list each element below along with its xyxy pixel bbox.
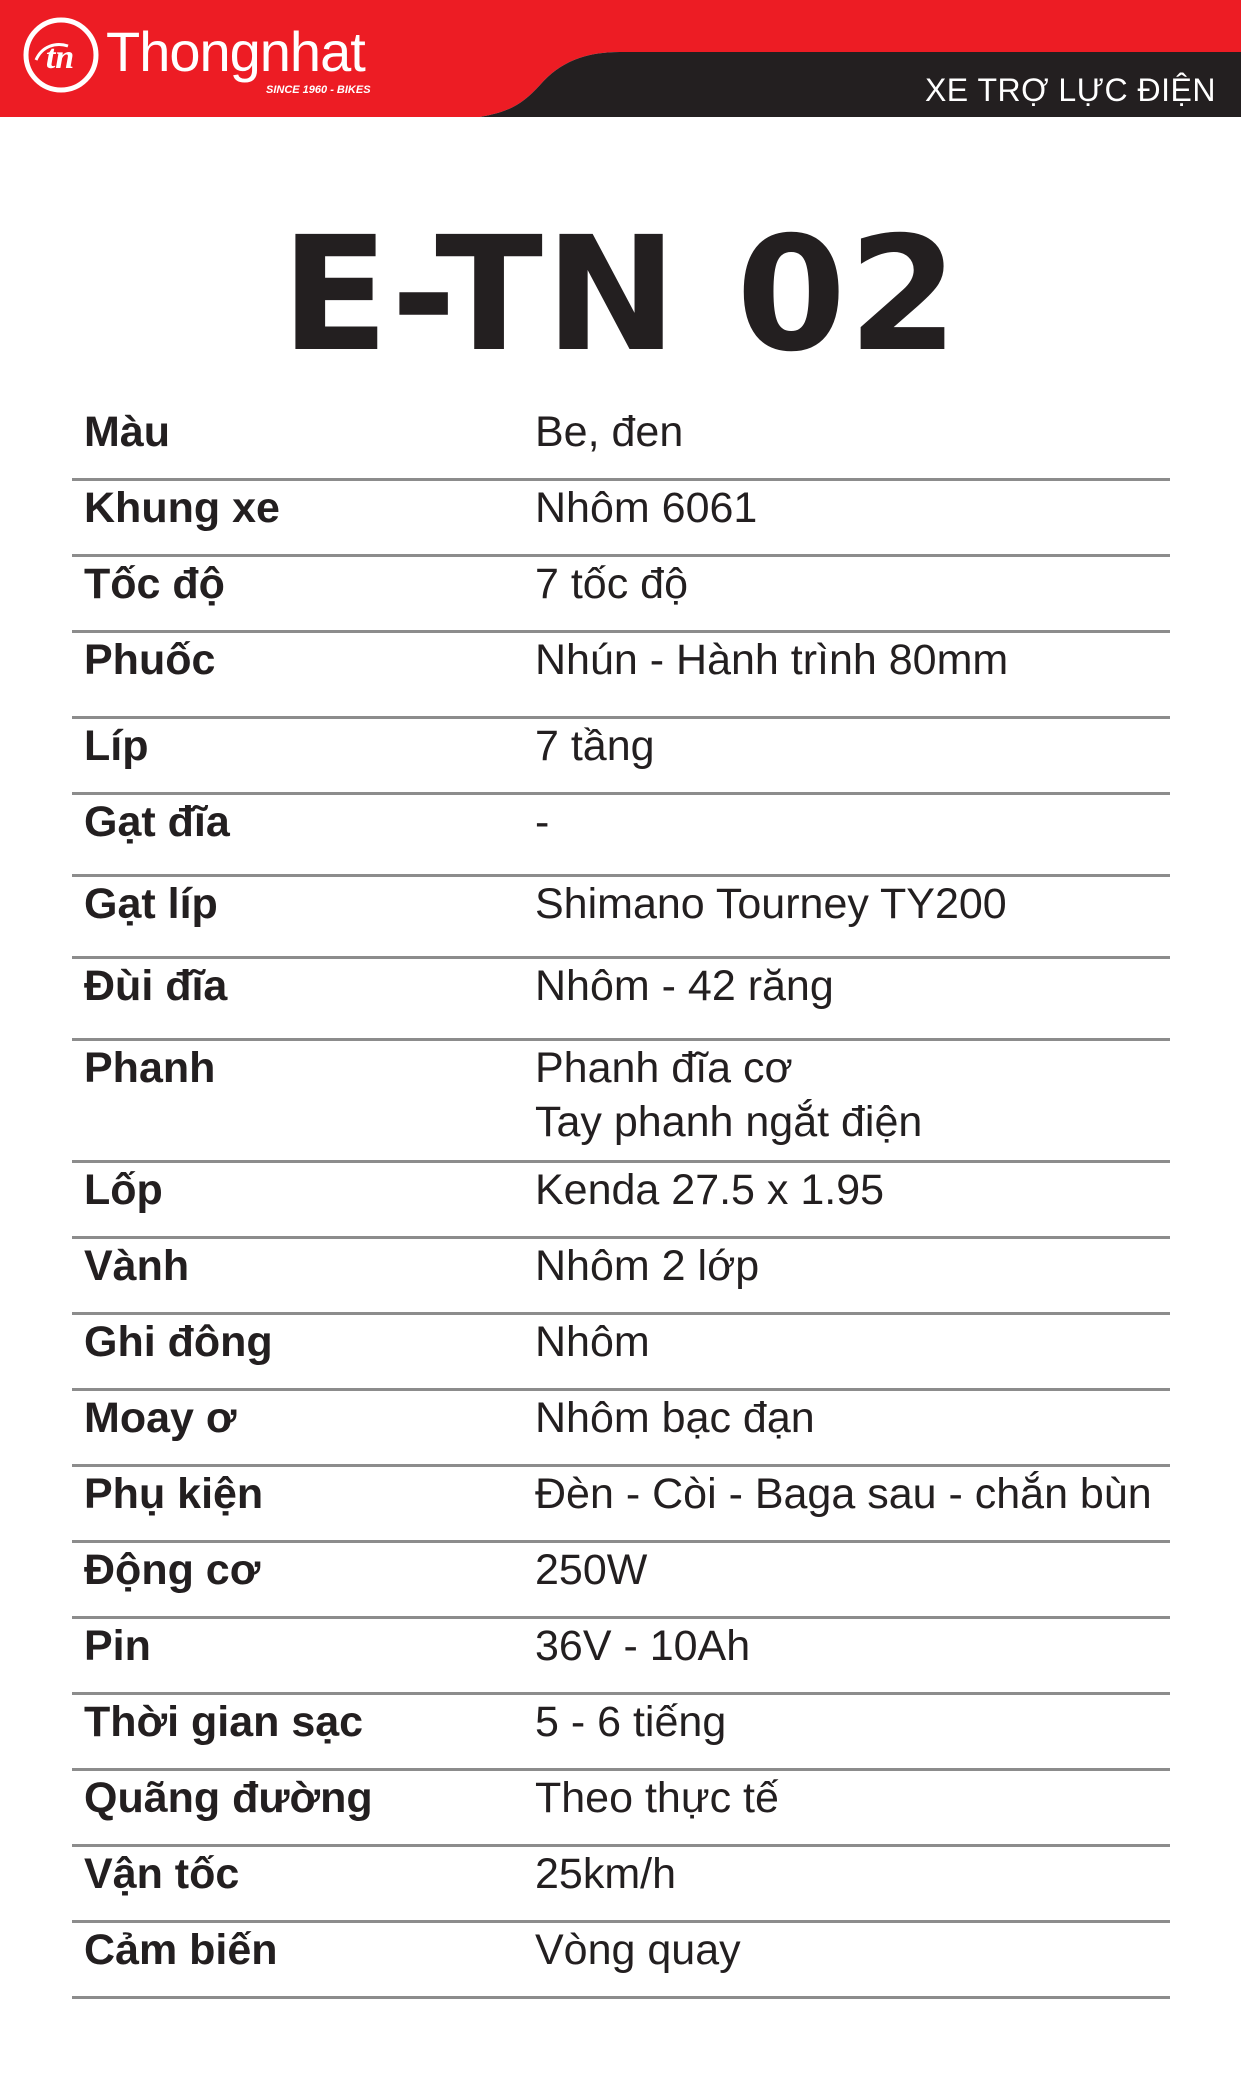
spec-label: Phụ kiện [84, 1470, 264, 1518]
spec-value [535, 1041, 922, 1149]
spec-value-line: 7 tốc độ [535, 560, 688, 608]
spec-value [535, 1163, 884, 1217]
spec-label: Moay ơ [84, 1394, 237, 1442]
spec-value-line: Be, đen [535, 408, 684, 456]
spec-label: Vành [84, 1242, 190, 1290]
spec-value-line: Nhôm 6061 [535, 484, 758, 532]
spec-value [535, 1695, 726, 1749]
spec-row [72, 1619, 1170, 1695]
spec-row [72, 959, 1170, 1041]
spec-value-line: 5 - 6 tiếng [535, 1698, 727, 1746]
spec-value [535, 1543, 647, 1597]
spec-value [535, 1619, 750, 1673]
spec-value [535, 719, 655, 773]
spec-row [72, 1847, 1170, 1923]
spec-label: Líp [84, 722, 149, 770]
spec-label: Gạt líp [84, 880, 218, 928]
spec-label: Thời gian sạc [84, 1698, 364, 1746]
header-band [0, 0, 1241, 117]
spec-row [72, 1467, 1170, 1543]
spec-value [535, 633, 1008, 687]
spec-value [535, 795, 549, 849]
spec-value-line: Nhôm bạc đạn [535, 1394, 815, 1442]
spec-row [72, 1543, 1170, 1619]
spec-label: Màu [84, 408, 170, 456]
spec-value-line: 36V - 10Ah [535, 1622, 751, 1670]
spec-row [72, 1315, 1170, 1391]
spec-row [72, 1771, 1170, 1847]
spec-value-line: 7 tầng [535, 722, 655, 770]
spec-row [72, 1391, 1170, 1467]
spec-table [72, 405, 1170, 1999]
spec-value-line: Nhôm [535, 1318, 650, 1366]
spec-value-line: 25km/h [535, 1850, 677, 1898]
spec-row [72, 1239, 1170, 1315]
spec-row [72, 1695, 1170, 1771]
spec-value-line: Vòng quay [535, 1926, 741, 1974]
spec-value [535, 1239, 759, 1293]
spec-row [72, 481, 1170, 557]
spec-value-line: Phanh đĩa cơ [535, 1044, 793, 1092]
brand-name: Thongnhat [106, 20, 365, 83]
spec-row [72, 1041, 1170, 1163]
spec-label: Vận tốc [84, 1850, 240, 1898]
spec-value [535, 405, 683, 459]
spec-value-line: Theo thực tế [535, 1774, 779, 1822]
brand-logo-icon [22, 16, 100, 94]
spec-label: Quãng đường [84, 1774, 373, 1822]
spec-label: Cảm biến [84, 1926, 278, 1974]
spec-label: Động cơ [84, 1546, 261, 1594]
spec-value [535, 1315, 650, 1369]
spec-label: Ghi đông [84, 1318, 273, 1366]
spec-value [535, 1771, 779, 1825]
spec-row [72, 795, 1170, 877]
spec-row [72, 877, 1170, 959]
spec-row [72, 557, 1170, 633]
brand-logo [22, 16, 402, 100]
spec-value [535, 1391, 815, 1445]
spec-value [535, 1847, 676, 1901]
spec-value-line: Đèn - Còi - Baga sau - chắn bùn [535, 1470, 1152, 1518]
brand-tagline: SINCE 1960 - BIKES [266, 84, 371, 96]
svg-text:tn: tn [45, 39, 75, 76]
spec-value-line: Tay phanh ngắt điện [535, 1098, 923, 1146]
spec-value-line: 250W [535, 1546, 648, 1594]
spec-value [535, 1923, 741, 1977]
spec-row [72, 1923, 1170, 1999]
spec-label: Phuốc [84, 636, 216, 684]
spec-value-line: Nhôm - 42 răng [535, 962, 834, 1010]
spec-label: Tốc độ [84, 560, 225, 608]
spec-row [72, 405, 1170, 481]
spec-value [535, 1467, 1152, 1521]
product-category: XE TRỢ LỰC ĐIỆN [924, 72, 1216, 108]
spec-value [535, 481, 757, 535]
spec-label: Phanh [84, 1044, 216, 1092]
spec-row [72, 1163, 1170, 1239]
spec-value-line: - [535, 798, 550, 846]
spec-label: Lốp [84, 1166, 163, 1214]
spec-label: Đùi đĩa [84, 962, 228, 1010]
spec-value [535, 557, 688, 611]
spec-label: Pin [84, 1622, 151, 1670]
spec-label: Khung xe [84, 484, 280, 532]
spec-value-line: Kenda 27.5 x 1.95 [535, 1166, 885, 1214]
spec-row [72, 633, 1170, 719]
spec-value [535, 877, 1007, 931]
spec-value [535, 959, 834, 1013]
spec-value-line: Shimano Tourney TY200 [535, 880, 1007, 928]
model-title: E-TN 02 [280, 203, 961, 387]
spec-row [72, 719, 1170, 795]
spec-value-line: Nhôm 2 lớp [535, 1242, 760, 1290]
spec-value-line: Nhún - Hành trình 80mm [535, 636, 1009, 684]
spec-label: Gạt đĩa [84, 798, 230, 846]
